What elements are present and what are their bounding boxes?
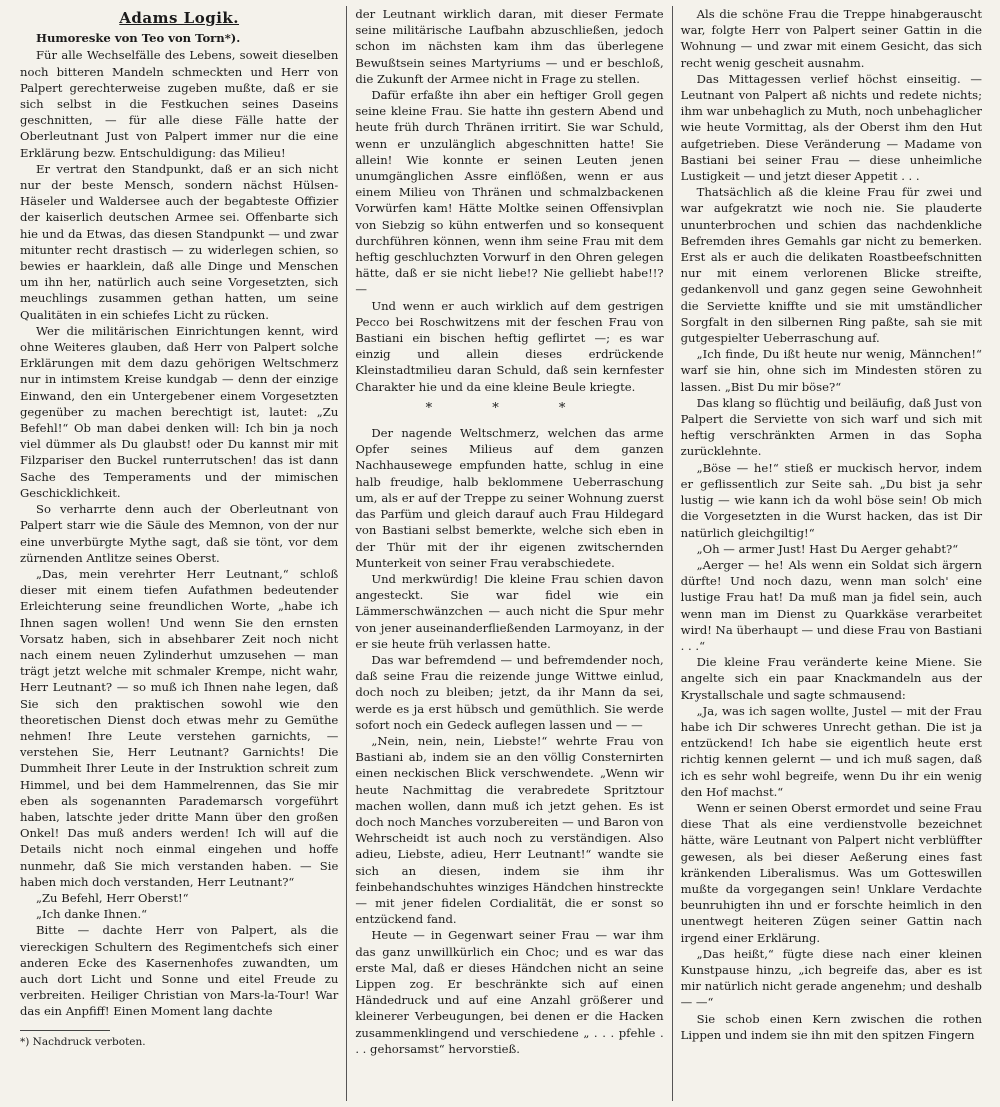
paragraph: „Das, mein verehrter Herr Leutnant,“ schloß dieser mit einem tiefen Aufathmen bedeutender Erleichterung seine freundlichen Worte, „habe ich Ihnen sagen wollen! Und wenn Sie den ernsten Vorsatz haben, sich in absehbarer Zeit noch nicht nach einem neuen Zylinderhut umzusehen — man trägt jetzt welche mit schmaler Krempe, nicht wahr, Herr Leutnant? — so muß ich Ihnen nahe legen, daß Sie sich den praktischen sowohl wie den theoretischen Dienst doch etwas mehr zu Gemüthe nehmen! Ihre Leute verstehen garnichts, — verstehen Sie, Herr Leutnant? Garnichts! Die Dummheit Ihrer Leute in der Instruktion schreit zum Himmel, und bei dem Hammelrennen, das Sie mir eben als sogenannten Parademarsch vorgeführt haben, latschte jeder dritte Mann über den großen Onkel! Das muß anders werden! Ich will auf die Details nicht noch einmal eingehen und hoffe nunmehr, daß Sie mich verstanden haben. — Sie haben mich doch verstanden, Herr Leutnant?“ (20, 566, 339, 889)
paragraph: Bitte — dachte Herr von Palpert, als die viereckigen Schultern des Regimentchefs sich einer anderen Ecke des Kasernenhofes zuwandten, um auch dort Licht und Sonne und eitel Freude zu verbreiten. Heiliger Christian von Mars-la-Tour! War das ein Anpfiff! Einen Moment lang dachte (20, 923, 339, 1019)
paragraph: Das klang so flüchtig und beiläufig, daß Just von Palpert die Serviette von sich warf und sich mit heftig verschränkten Armen in das Sopha zurücklehnte. (680, 395, 982, 459)
paragraph: Wer die militärischen Einrichtungen kennt, wird ohne Weiteres glauben, daß Herr von Palpert solche Erklärungen mit dem dazu gehörigen Weltschmerz nur in intimstem Kreise kundgab — denn der einzige Einwand, den ein Untergebener einem Vorgesetzten gegenüber zu machen berechtigt ist, lautet: „Zu Befehl!“ Ob man dabei denken will: Ich bin ja noch viel dümmer als Du glaubst! oder Du kannst mir mit Filzpariser den Buckel runterrutschen! das ist dann Sache des Temperaments und der mimischen Geschicklichkeit. (20, 323, 339, 500)
paragraph: „Aerger — he! Als wenn ein Soldat sich ärgern dürfte! Und noch dazu, wenn man solch' eine lustige Frau hat! Da muß man ja fidel sein, auch wenn man im Dienst zu Quarkkäse verarbeitet wird! Na überhaupt — und diese Frau von Bastiani . . .“ (680, 557, 982, 653)
paragraph: Und wenn er auch wirklich auf dem gestrigen Pecco bei Roschwitzens mit der feschen Frau von Bastiani ein bischen heftig geflirtet —; es war einzig und allein dieses erdrückende Kleinstadtmilieu daran Schuld, daß sein kernfester Charakter hie und da eine kleine Beule kriegte. (355, 298, 664, 394)
paragraph: der Leutnant wirklich daran, mit dieser Fermate seine militärische Laufbahn abzuschließen, jedoch schon im nächsten kam ihm das überlegene Bewußtsein seines Martyriums — und er beschloß, die Zukunft der Armee nicht in Frage zu stellen. (355, 7, 664, 86)
paragraph: „Ich danke Ihnen.“ (36, 907, 148, 922)
column-layout (12, 6, 990, 1101)
paragraph: „Nein, nein, nein, Liebste!“ wehrte Frau von Bastiani ab, indem sie an den völlig Consternirten einen neckischen Blick verschwendete. „Wenn wir heute Nachmittag die verabredete Spritztour machen wollen, dann muß ich jetzt gehen. Es ist doch noch Manches vorzubereiten — und Baron von Wehrscheidt ist auch noch zu verständigen. Also adieu, Liebste, adieu, Herr Leutnant!“ wandte sie sich an diesen, indem sie ihm ihr feinbehandschuhtes winziges Händchen hinstreckte — mit jener fidelen Cordialität, die er sonst so entzückend fand. (355, 733, 664, 927)
paragraph: Wenn er seinen Oberst ermordet und seine Frau diese That als eine verdienstvolle bezeichnet hätte, wäre Leutnant von Palpert nicht verblüffter gewesen, als bei dieser Aeßerung eines fast kränkenden Liberalismus. Was um Gotteswillen mußte da vorgegangen sein! Unklare Verdachte beunruhigten ihn und er forschte heimlich in den unentwegt heiteren Zügen seiner Gattin nach irgend einer Erklärung. (680, 800, 982, 945)
article-subtitle: Humoreske von Teo von Torn*). (36, 31, 241, 46)
paragraph: Heute — in Gegenwart seiner Frau — war ihm das ganz unwillkürlich ein Choc; und es war das erste Mal, daß er dieses Händchen nicht an seine Lippen zog. Er beschränkte sich auf einen Händedruck und auf eine Anzahl größerer und kleinerer Verbeugungen, bei denen er die Hacken zusammenklingend und verschiedene „ . . . pfehle . . . gehorsamst“ hervorstieß. (355, 928, 664, 1056)
paragraph: „Böse — he!“ stieß er muckisch hervor, indem er geflissentlich zur Seite sah. „Du bist ja sehr lustig — wie kann ich da wohl böse sein! Ob mich die Vorgesetzten in die Wurst hacken, das ist Dir natürlich gleichgiltig!“ (680, 460, 982, 540)
paragraph: Er vertrat den Standpunkt, daß er an sich nicht nur der beste Mensch, sondern nächst Hülsen-Häseler und Waldersee auch der begabteste Offizier der kaiserlich deutschen Armee sei. Offenbarte sich hie und da Etwas, das diesen Standpunkt — und zwar mitunter recht drastisch — zu widerlegen schien, so bewies er haarklein, daß alle Dinge und Menschen um ihn her, natürlich auch seine Vorgesetzten, sich meuchlings zusammen gethan hatten, um seine Qualitäten in ein schiefes Licht zu rücken. (20, 161, 339, 322)
paragraph: „Ja, was ich sagen wollte, Justel — mit der Frau habe ich Dir schweres Unrecht gethan. Die ist ja entzückend! Ich habe sie eigentlich heute erst richtig kennen gelernt — und ich muß sagen, daß ich es sehr wohl begreife, wenn Du ihr ein wenig den Hof machst.“ (680, 703, 982, 799)
column-2 (347, 6, 672, 1101)
article-title: Adams Logik. (119, 9, 240, 27)
paragraph: Thatsächlich aß die kleine Frau für zwei und war aufgekratzt wie noch nie. Sie plauderte ununterbrochen und schien das nachdenkliche Befremden ihres Gemahls gar nicht zu bemerken. Erst als er auch die delikaten Roastbeefschnitten nur mit einem verlorenen Blicke streifte, gedankenvoll und ganz gegen seine Gewohnheit die Serviette kniffte und sie mit umständlicher Sorgfalt in den silbernen Ring paßte, sah sie mit gutgespielter Ueberraschung auf. (680, 185, 982, 346)
paragraph: Der nagende Weltschmerz, welchen das arme Opfer seines Milieus auf dem ganzen Nachhausewege empfunden hatte, schlug in eine halb freudige, halb beklommene Ueberraschung um, als er auf der Treppe zu seiner Wohnung zuerst das Parfüm und gleich darauf auch Frau Hildegard von Bastiani selbst bemerkte, welche sich eben in der Thür mit der ihr eigenen zwitschernden Munterkeit von seiner Frau verabschiedete. (355, 426, 664, 570)
paragraph: Das war befremdend — und befremdender noch, daß seine Frau die reizende junge Wittwe einlud, doch noch zu bleiben; jetzt, da ihr Mann da sei, werde es ja erst hübsch und gemüthlich. Sie werde sofort noch ein Gedeck auflegen lassen und — — (355, 652, 664, 732)
footnote: *) Nachdruck verboten. (20, 1030, 110, 1050)
paragraph: Die kleine Frau veränderte keine Miene. Sie angelte sich ein paar Knackmandeln aus der Krystallschale und sagte schmausend: (680, 655, 982, 702)
paragraph: „Das heißt,“ fügte diese nach einer kleinen Kunstpause hinzu, „ich begreife das, aber es ist mir natürlich nicht gerade angenehm; und deshalb — —“ (680, 946, 982, 1010)
paragraph: Für alle Wechselfälle des Lebens, soweit dieselben noch bitteren Mandeln schmeckten und Herr von Palpert gerechterweise zugeben mußte, daß er sie sich selbst in die Festkuchen seines Daseins geschnitten, — für alle diese Fälle hatte der Oberleutnant Just von Palpert immer nur die eine Erklärung bezw. Entschuldigung: das Milieu! (20, 48, 339, 160)
paragraph: „Oh — armer Just! Hast Du Aerger gehabt?“ (696, 541, 959, 556)
paragraph: „Zu Befehl, Herr Oberst!“ (36, 890, 189, 905)
paragraph: „Ich finde, Du ißt heute nur wenig, Männchen!“ warf sie hin, ohne sich im Mindesten stören zu lassen. „Bist Du mir böse?“ (680, 347, 982, 394)
section-separator: * * * (425, 400, 594, 416)
column-1 (12, 6, 347, 1101)
paragraph: Dafür erfaßte ihn aber ein heftiger Groll gegen seine kleine Frau. Sie hatte ihn gestern Abend und heute früh durch Thränen irritirt. Sie war Schuld, wenn er unzulänglich abgeschnitten hatte! Sie allein! Wie konnte er seinen Leuten jenen unumgänglichen Assre einflößen, wenn er aus einem Milieu von Thränen und schmalzbackenen Vorwürfen kam! Hätte Moltke seinen Offensivplan von Siebzig so kühn entwerfen und so konsequent durchführen können, wenn ihm seine Frau mit dem heftig geschluchzten Vorwurf in den Ohren gelegen hätte, daß er sie nicht liebe!? Nie gelliebt habe!!? — (355, 88, 664, 297)
paragraph: Sie schob einen Kern zwischen die rothen Lippen und indem sie ihn mit den spitzen Fingern (680, 1011, 982, 1042)
paragraph: Und merkwürdig! Die kleine Frau schien davon angesteckt. Sie war fidel wie ein Lämmerschwänzchen — auch nicht die Spur mehr von jener auseinanderfließenden Larmoyanz, in der er sie heute früh verlassen hatte. (355, 571, 664, 651)
paragraph: Als die schöne Frau die Treppe hinabgerauscht war, folgte Herr von Palpert seiner Gattin in die Wohnung — und zwar mit einem Gesicht, das sich recht wenig gescheit ausnahm. (680, 7, 982, 70)
column-3 (673, 6, 990, 1101)
paragraph: Das Mittagessen verlief höchst einseitig. — Leutnant von Palpert aß nichts und redete nichts; ihm war unbehaglich zu Muth, noch unbehaglicher wie heute Vormittag, als der Oberst ihm den Hut aufgetrieben. Diese Veränderung — Madame von Bastiani bei seiner Frau — diese unheimliche Lustigkeit — und jetzt dieser Appetit . . . (680, 71, 982, 184)
paragraph: So verharrte denn auch der Oberleutnant von Palpert starr wie die Säule des Memnon, von der nur eine unverbürgte Mythe sagt, daß sie tönt, vor dem zürnenden Antlitze seines Oberst. (20, 502, 339, 565)
